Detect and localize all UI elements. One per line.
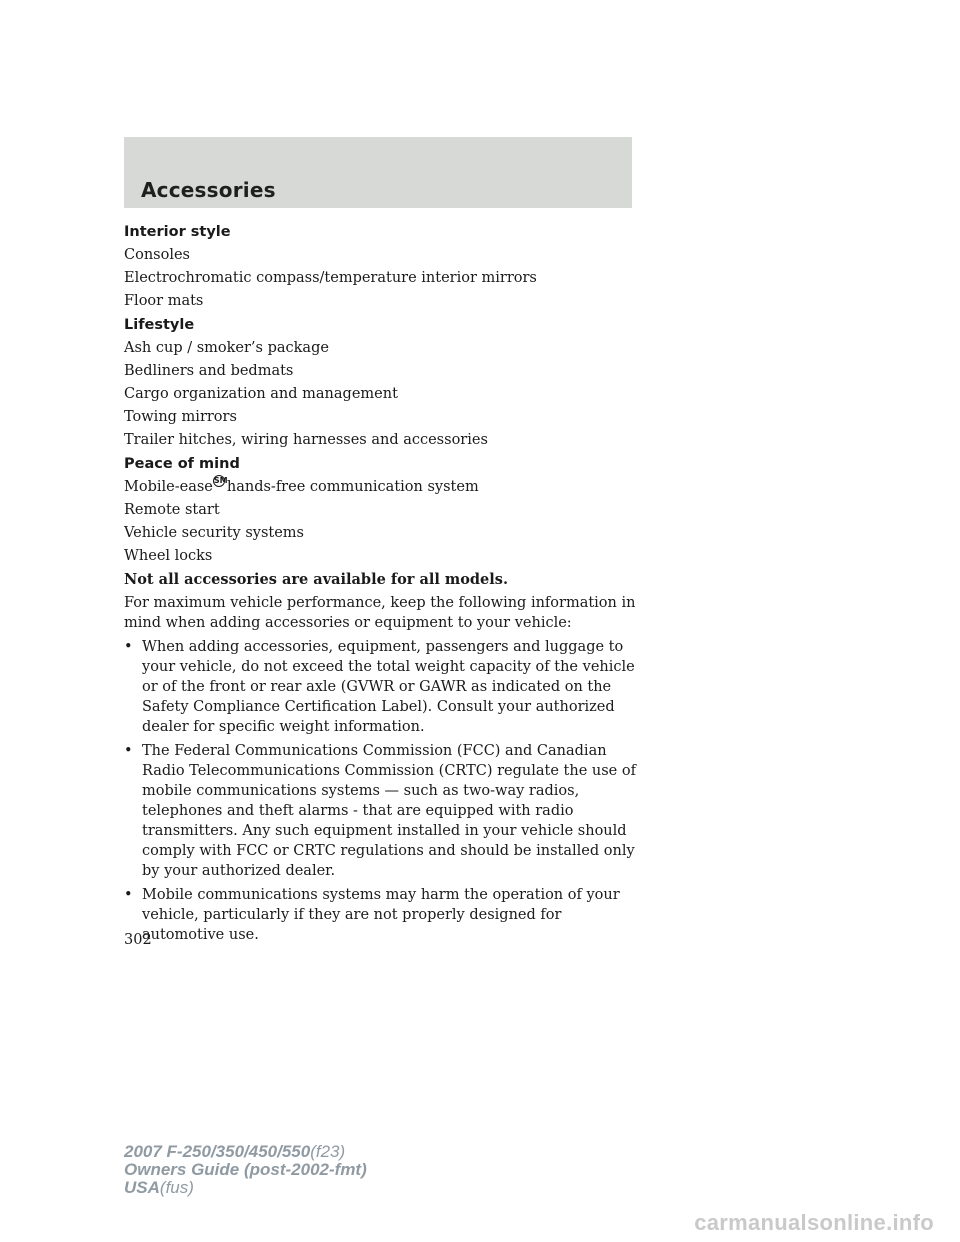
bullet-text: When adding accessories, equipment, passengers and luggage to your vehicle, do not exceed the total weight capacity of the vehicle or of the front or rear axle (GVWR or GAWR as indicated on the Safety Compliance Certification Label). Consult your authorized dealer for specific weight information. <box>142 639 635 735</box>
list-item: Bedliners and bedmats <box>124 363 294 379</box>
service-mark-icon: SM <box>213 476 228 486</box>
footer-guide: Owners Guide (post-2002-fmt) <box>124 1160 367 1179</box>
footer-model-code: (f23) <box>310 1142 346 1161</box>
list-item-mobile-ease <box>124 477 644 497</box>
page-number: 302 <box>124 932 152 948</box>
section-peace-of-mind <box>124 454 644 566</box>
section-header-band <box>124 137 632 208</box>
section-heading: Interior style <box>124 224 231 240</box>
footer-line-3 <box>124 1179 367 1197</box>
bullet-icon: • <box>124 743 133 759</box>
list-item: Towing mirrors <box>124 409 237 425</box>
list-item: Consoles <box>124 247 190 263</box>
footer-market: USA <box>124 1178 160 1197</box>
bullet-icon: • <box>124 639 133 655</box>
page-content <box>124 222 644 949</box>
list-item: Cargo organization and management <box>124 386 398 402</box>
bullet-item <box>124 741 644 881</box>
section-heading: Peace of mind <box>124 456 240 472</box>
watermark: carmanualsonline.info <box>694 1210 934 1235</box>
footer-market-code: (fus) <box>159 1178 194 1197</box>
mobile-ease-prefix: Mobile-ease <box>124 479 213 495</box>
list-item: Ash cup / smoker’s package <box>124 340 329 356</box>
bullet-icon: • <box>124 887 133 903</box>
section-interior-style <box>124 222 644 311</box>
mobile-ease-suffix: hands-free communication system <box>226 479 479 495</box>
bullet-item <box>124 885 644 945</box>
footer-model: 2007 F-250/350/450/550 <box>124 1142 311 1161</box>
document-footer <box>124 1143 367 1197</box>
bullet-text: The Federal Communications Commission (FCC) and Canadian Radio Telecommunications Commission (CRTC) regulate the use of mobile communications systems — such as two-way radios, telephones and theft alarms - that are equipped with radio transmitters. Any such equipment installed in your vehicle should comply with FCC or CRTC regulations and should be installed only by your authorized dealer. <box>142 743 636 879</box>
footer-line-2 <box>124 1161 367 1179</box>
list-item: Wheel locks <box>124 548 213 564</box>
section-title: Accessories <box>141 178 276 202</box>
list-item: Floor mats <box>124 293 204 309</box>
intro-paragraph: For maximum vehicle performance, keep the following information in mind when adding accessories or equipment to your vehicle: <box>124 595 636 631</box>
bullet-text: Mobile communications systems may harm the operation of your vehicle, particularly if they are not properly designed for automotive use. <box>142 887 620 943</box>
list-item: Vehicle security systems <box>124 525 304 541</box>
list-item: Trailer hitches, wiring harnesses and accessories <box>124 432 488 448</box>
availability-note: Not all accessories are available for all models. <box>124 571 509 588</box>
section-lifestyle <box>124 315 644 450</box>
footer-line-1 <box>124 1143 367 1161</box>
list-item: Electrochromatic compass/temperature interior mirrors <box>124 270 537 286</box>
bullet-item <box>124 637 644 737</box>
list-item: Remote start <box>124 502 220 518</box>
section-heading: Lifestyle <box>124 317 195 333</box>
